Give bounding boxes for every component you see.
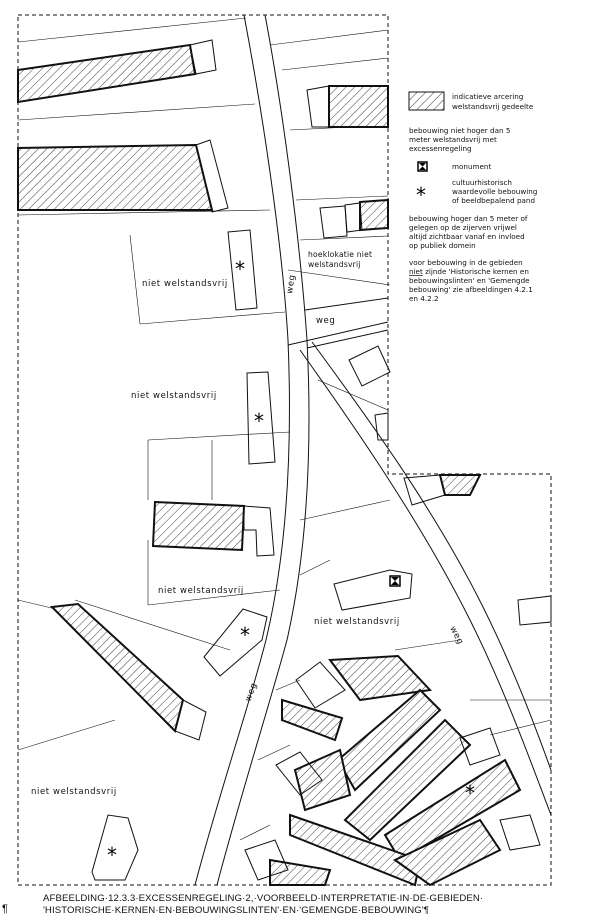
legend-hatch-label-2: welstandsvrij gedeelte	[452, 102, 534, 111]
legend-rule3-niet: niet	[409, 267, 423, 276]
legend-rule2-line1: bebouwing hoger dan 5 meter of	[409, 214, 528, 223]
caption-line-1: AFBEELDING·12.3.3·EXCESSENREGELING·2,·VOORBEELD·INTERPRETATIE·IN·DE·GEBIEDEN·	[43, 893, 484, 904]
culture-star-5: *	[465, 781, 475, 805]
label-niet-welstandsvrij-5: niet welstandsvrij	[31, 787, 117, 797]
figure-caption	[43, 893, 583, 916]
legend-rule3-line4: bebouwing' zie afbeeldingen 4.2.1	[409, 285, 533, 294]
label-hoeklokatie-line1: hoeklokatie niet	[308, 250, 373, 259]
monument-symbol	[390, 576, 400, 586]
label-niet-welstandsvrij-4: niet welstandsvrij	[314, 617, 400, 627]
legend-rule3-line2-rest: zijnde 'Historische kernen en	[422, 267, 529, 276]
legend	[409, 92, 537, 303]
label-niet-welstandsvrij-1: niet welstandsvrij	[142, 279, 228, 289]
legend-rule1-line2: meter welstandsvrij met	[409, 135, 497, 144]
culture-star-1: *	[235, 257, 245, 281]
legend-star-icon: *	[416, 183, 426, 207]
legend-rule2-line2: gelegen op de zijerven vrijwel	[409, 223, 517, 232]
legend-hatch-label-1: indicatieve arcering	[452, 92, 524, 101]
legend-monument-label: monument	[452, 162, 492, 171]
legend-rule3-line5: en 4.2.2	[409, 294, 439, 303]
label-niet-welstandsvrij-2: niet welstandsvrij	[131, 391, 217, 401]
legend-cultuur-line2: waardevolle bebouwing	[452, 187, 538, 196]
road-label-weg-3: weg	[243, 681, 260, 704]
legend-cultuur-line1: cultuurhistorisch	[452, 178, 512, 187]
road-labels	[243, 274, 465, 703]
road-label-weg-4: weg	[447, 624, 466, 647]
legend-rule1-line1: bebouwing niet hoger dan 5	[409, 126, 511, 135]
road-label-weg-2: weg	[316, 316, 336, 326]
road-label-weg-1: weg	[285, 273, 298, 295]
legend-rule2-line3: altijd zichtbaar vanaf en invloed	[409, 232, 525, 241]
legend-rule2-line4: op publiek domein	[409, 241, 476, 250]
culture-star-4: *	[107, 843, 117, 867]
legend-rule3-line1: voor bebouwing in de gebieden	[409, 258, 523, 267]
label-niet-welstandsvrij-3: niet welstandsvrij	[158, 586, 244, 596]
label-hoeklokatie-line2: welstandsvrij	[308, 260, 361, 269]
culture-star-2: *	[254, 409, 264, 433]
legend-monument-icon	[418, 162, 427, 171]
legend-rule3-line3: bebouwingslinten' en 'Gemengde	[409, 276, 530, 285]
caption-line-2: 'HISTORISCHE·KERNEN·EN·BEBOUWINGSLINTEN'·EN·'GEMENGDE·BEBOUWING'¶	[43, 904, 430, 916]
culture-star-3: *	[240, 623, 250, 647]
legend-rule3-line2	[409, 267, 529, 276]
hatched-buildings	[18, 45, 520, 885]
legend-cultuur-line3: of beeldbepalend pand	[452, 196, 536, 205]
legend-rule1-line3: excessenregeling	[409, 144, 472, 153]
margin-paragraph-mark: ¶	[2, 903, 8, 915]
legend-hatch-swatch	[409, 92, 444, 110]
